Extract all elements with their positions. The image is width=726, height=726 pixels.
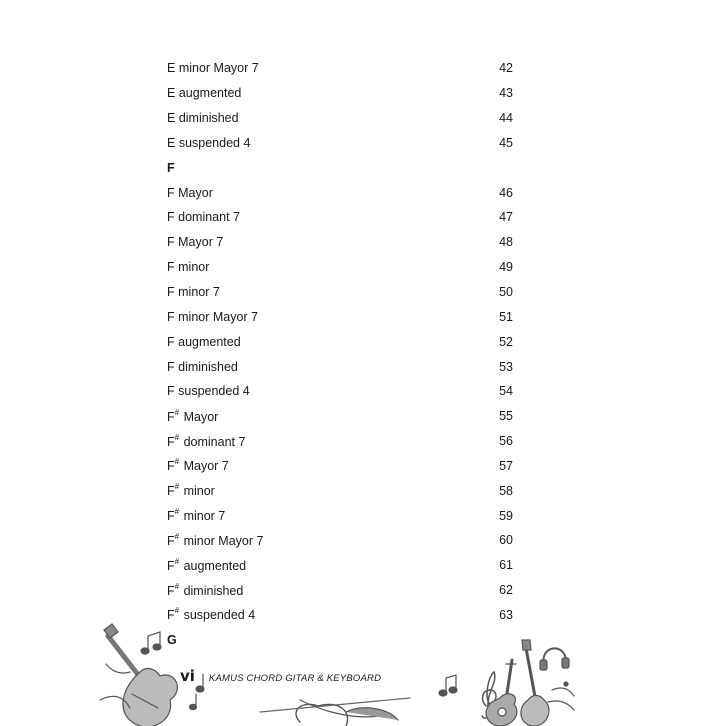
chord-root: F bbox=[167, 384, 175, 399]
sharp-sign: # bbox=[174, 432, 180, 442]
section-heading bbox=[167, 155, 513, 180]
page-footer bbox=[180, 667, 381, 685]
page-ref: 54 bbox=[499, 384, 513, 399]
chord-quality: Mayor bbox=[183, 409, 219, 424]
dot-leader bbox=[214, 262, 493, 272]
toc-entry bbox=[167, 56, 513, 81]
chord-quality: minor Mayor 7 bbox=[183, 534, 264, 549]
page-ref: 49 bbox=[499, 260, 513, 275]
chord-root: E bbox=[167, 61, 176, 76]
chord-name bbox=[167, 136, 255, 150]
dot-leader bbox=[246, 88, 493, 98]
page-ref: 53 bbox=[499, 359, 513, 374]
table-of-contents bbox=[167, 56, 513, 652]
dot-leader bbox=[250, 436, 493, 446]
chord-quality: minor 7 bbox=[183, 509, 226, 524]
chord-name bbox=[167, 533, 268, 548]
headphones-icon bbox=[540, 648, 569, 670]
page-ref: 63 bbox=[499, 607, 513, 622]
chord-root: F bbox=[167, 260, 175, 275]
toc-entry bbox=[167, 230, 513, 255]
toc-entry bbox=[167, 603, 513, 628]
sharp-sign: # bbox=[174, 556, 180, 566]
dot-leader bbox=[260, 610, 493, 620]
chord-quality: augmented bbox=[178, 334, 241, 349]
chord-name bbox=[167, 360, 243, 374]
chord-root: F bbox=[167, 285, 175, 300]
chord-root: E bbox=[167, 135, 176, 150]
chord-quality: suspended 4 bbox=[178, 384, 250, 399]
toc-entry bbox=[167, 429, 513, 454]
chord-quality: Mayor 7 bbox=[183, 459, 229, 474]
dot-leader bbox=[245, 212, 493, 222]
electric-guitar-icon bbox=[521, 640, 549, 726]
page-ref: 46 bbox=[499, 185, 513, 200]
chord-quality: minor bbox=[183, 484, 215, 499]
dot-leader bbox=[246, 337, 493, 347]
toc-entry bbox=[167, 205, 513, 230]
page-ref: 52 bbox=[499, 334, 513, 349]
chord-name bbox=[167, 508, 230, 523]
chord-root: F bbox=[167, 185, 175, 200]
dot-leader bbox=[251, 560, 493, 570]
section-heading bbox=[167, 627, 513, 652]
dot-leader bbox=[244, 113, 493, 123]
toc-entry bbox=[167, 304, 513, 329]
page-ref: 47 bbox=[499, 210, 513, 225]
dot-leader bbox=[255, 138, 493, 148]
toc-entry bbox=[167, 528, 513, 553]
chord-name bbox=[167, 86, 246, 100]
dot-leader bbox=[223, 411, 493, 421]
chord-name bbox=[167, 409, 223, 424]
dot-leader bbox=[243, 362, 493, 372]
chord-quality: diminished bbox=[183, 583, 244, 598]
dot-leader bbox=[263, 312, 493, 322]
page-ref: 60 bbox=[499, 533, 513, 548]
sharp-sign: # bbox=[174, 457, 180, 467]
page-ref: 43 bbox=[499, 86, 513, 101]
chord-root: E bbox=[167, 86, 176, 101]
dot-leader bbox=[228, 237, 493, 247]
chord-root: F bbox=[167, 334, 175, 349]
page-ref: 45 bbox=[499, 135, 513, 150]
chord-root: F bbox=[167, 534, 175, 549]
chord-quality: minor Mayor 7 bbox=[178, 309, 259, 324]
chord-name bbox=[167, 285, 225, 299]
dot-leader bbox=[255, 386, 493, 396]
toc-entry bbox=[167, 280, 513, 305]
book-title: KAMUS CHORD GITAR & KEYBOARD bbox=[208, 673, 382, 684]
chord-root: E bbox=[167, 111, 176, 126]
dot-leader bbox=[268, 535, 493, 545]
page-ref: 61 bbox=[499, 558, 513, 573]
violin-icon bbox=[260, 698, 410, 726]
chord-name bbox=[167, 111, 244, 125]
toc-entry bbox=[167, 81, 513, 106]
chord-name bbox=[167, 61, 264, 75]
page-ref: 56 bbox=[499, 434, 513, 449]
chord-quality: Mayor bbox=[178, 185, 213, 200]
dot-leader bbox=[264, 63, 493, 73]
chord-name bbox=[167, 458, 234, 473]
toc-entry bbox=[167, 478, 513, 503]
toc-entry bbox=[167, 329, 513, 354]
chord-root: F bbox=[167, 235, 175, 250]
chord-name bbox=[167, 384, 255, 398]
page-ref: 58 bbox=[499, 483, 513, 498]
toc-entry bbox=[167, 404, 513, 429]
dot-leader bbox=[220, 486, 493, 496]
toc-entry bbox=[167, 131, 513, 156]
chord-name bbox=[167, 186, 218, 200]
dot-leader bbox=[248, 585, 493, 595]
chord-root: F bbox=[167, 608, 175, 623]
chord-name bbox=[167, 260, 214, 274]
chord-root: F bbox=[167, 210, 175, 225]
chord-quality: diminished bbox=[178, 359, 238, 374]
sharp-sign: # bbox=[174, 407, 180, 417]
page-ref: 44 bbox=[499, 111, 513, 126]
page-ref: 50 bbox=[499, 285, 513, 300]
chord-quality: minor 7 bbox=[178, 285, 220, 300]
page-ref: 48 bbox=[499, 235, 513, 250]
section-letter: G bbox=[167, 632, 177, 647]
chord-root: F bbox=[167, 484, 175, 499]
chord-name bbox=[167, 235, 228, 249]
treble-clef-icon bbox=[482, 672, 496, 718]
toc-entry bbox=[167, 354, 513, 379]
page-ref: 55 bbox=[499, 409, 513, 424]
chord-root: F bbox=[167, 558, 175, 573]
dot-leader bbox=[234, 461, 493, 471]
sharp-sign: # bbox=[174, 606, 180, 616]
chord-name bbox=[167, 210, 245, 224]
sharp-sign: # bbox=[174, 581, 180, 591]
chord-root: F bbox=[167, 509, 175, 524]
chord-root: F bbox=[167, 459, 175, 474]
toc-entry bbox=[167, 255, 513, 280]
dot-leader bbox=[225, 287, 493, 297]
page-ref: 62 bbox=[499, 583, 513, 598]
chord-name bbox=[167, 335, 246, 349]
chord-quality: suspended 4 bbox=[178, 135, 251, 150]
section-letter: F bbox=[167, 160, 175, 175]
dot-leader bbox=[230, 511, 493, 521]
chord-name bbox=[167, 558, 251, 573]
sharp-sign: # bbox=[174, 507, 180, 517]
page-ref: 42 bbox=[499, 61, 513, 76]
chord-name bbox=[167, 434, 250, 449]
chord-quality: dominant 7 bbox=[178, 210, 240, 225]
chord-quality: augmented bbox=[183, 558, 247, 573]
toc-entry bbox=[167, 503, 513, 528]
chord-name bbox=[167, 583, 248, 598]
toc-entry bbox=[167, 553, 513, 578]
page-ref: 57 bbox=[499, 458, 513, 473]
toc-entry bbox=[167, 454, 513, 479]
chord-root: F bbox=[167, 583, 175, 598]
sharp-sign: # bbox=[174, 482, 180, 492]
chord-quality: dominant 7 bbox=[183, 434, 246, 449]
chord-root: F bbox=[167, 359, 175, 374]
toc-entry bbox=[167, 578, 513, 603]
toc-entry bbox=[167, 106, 513, 131]
chord-root: F bbox=[167, 309, 175, 324]
toc-entry bbox=[167, 379, 513, 404]
chord-root: F bbox=[167, 434, 175, 449]
chord-root: F bbox=[167, 409, 175, 424]
chord-quality: minor bbox=[178, 260, 210, 275]
chord-name bbox=[167, 310, 263, 324]
page-ref: 59 bbox=[499, 508, 513, 523]
chord-quality: augmented bbox=[178, 86, 242, 101]
chord-name bbox=[167, 607, 260, 622]
toc-entry bbox=[167, 180, 513, 205]
chord-quality: diminished bbox=[178, 111, 239, 126]
chord-quality: minor Mayor 7 bbox=[178, 61, 259, 76]
chord-name bbox=[167, 483, 220, 498]
chord-quality: suspended 4 bbox=[183, 608, 256, 623]
chord-quality: Mayor 7 bbox=[178, 235, 224, 250]
sharp-sign: # bbox=[174, 531, 180, 541]
dot-leader bbox=[218, 188, 493, 198]
page-ref: 51 bbox=[499, 309, 513, 324]
acoustic-guitar-icon bbox=[486, 660, 517, 726]
page-number: vi bbox=[180, 667, 195, 685]
